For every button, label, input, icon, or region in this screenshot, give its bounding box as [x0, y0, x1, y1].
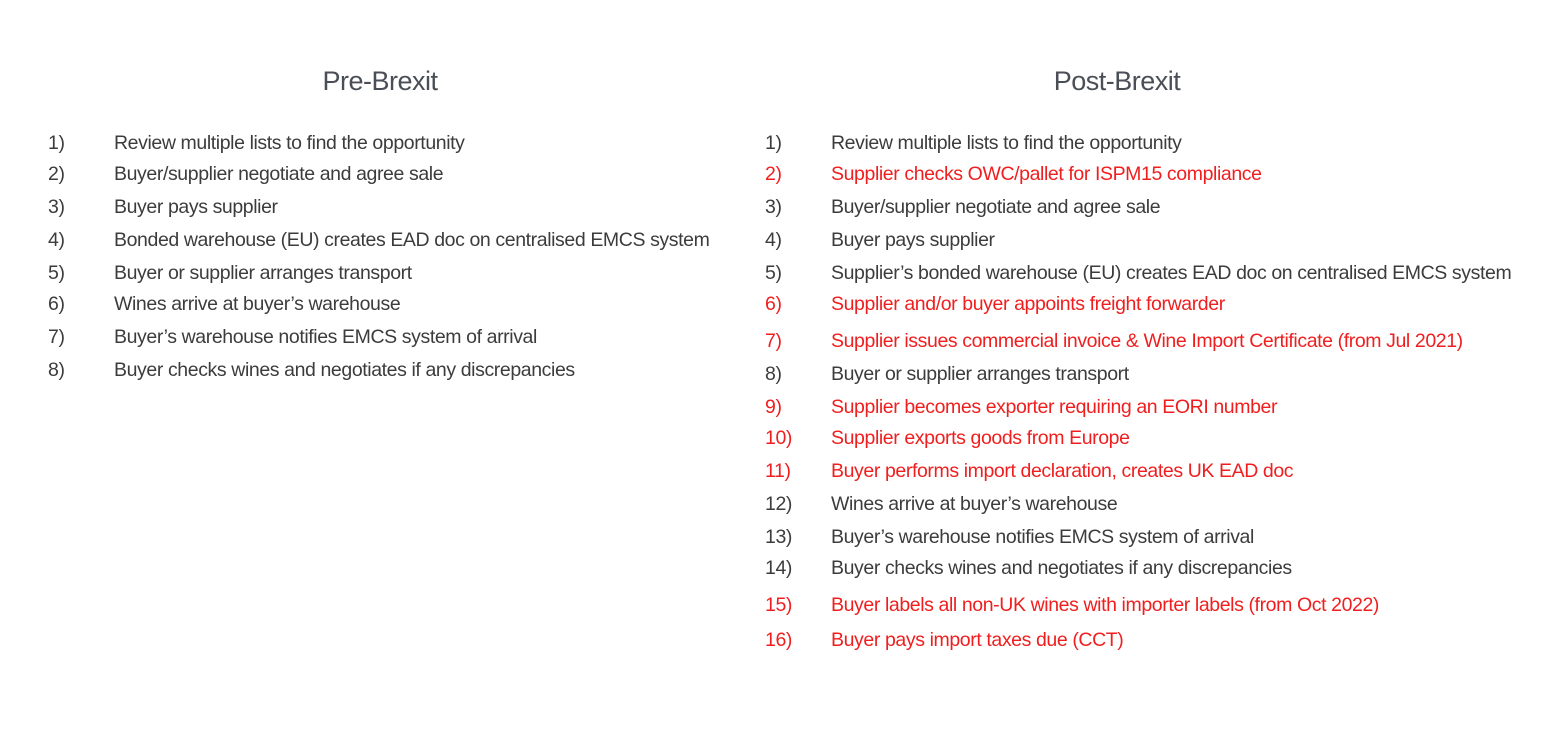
step-number: 16): [765, 629, 792, 651]
step-text: Bonded warehouse (EU) creates EAD doc on centralised EMCS system: [114, 229, 710, 251]
step-number: 5): [48, 262, 65, 284]
step-number: 2): [765, 163, 782, 185]
post-brexit-list-item: [765, 395, 1277, 419]
step-text: Buyer pays import taxes due (CCT): [831, 629, 1124, 651]
post-brexit-list-item: [765, 362, 1129, 386]
step-number: 5): [765, 262, 782, 284]
step-text: Supplier and/or buyer appoints freight forwarder: [831, 293, 1225, 315]
step-text: Wines arrive at buyer’s warehouse: [831, 493, 1118, 515]
step-number: 11): [765, 460, 791, 482]
step-number: 1): [48, 132, 65, 154]
step-number: 12): [765, 493, 792, 515]
step-number: 7): [765, 330, 782, 352]
post-brexit-list-item: [765, 492, 1117, 516]
step-number: 10): [765, 427, 792, 449]
step-text: Buyer checks wines and negotiates if any discrepancies: [831, 557, 1292, 579]
step-text: Buyer/supplier negotiate and agree sale: [831, 196, 1161, 218]
post-brexit-list-item: [765, 628, 1123, 652]
step-number: 4): [765, 229, 782, 251]
post-brexit-list-item: [765, 556, 1292, 580]
post-brexit-list-item: [765, 162, 1262, 186]
step-text: Buyer or supplier arranges transport: [831, 363, 1129, 385]
step-text: Supplier issues commercial invoice & Wine Import Certificate (from Jul 2021): [831, 330, 1463, 352]
step-text: Supplier’s bonded warehouse (EU) creates EAD doc on centralised EMCS system: [831, 262, 1512, 284]
pre-brexit-list-item: [48, 131, 465, 155]
post-brexit-list-item: [765, 329, 1463, 353]
step-number: 8): [765, 363, 782, 385]
pre-brexit-list-item: [48, 292, 400, 316]
step-text: Buyer pays supplier: [831, 229, 995, 251]
step-text: Buyer’s warehouse notifies EMCS system of arrival: [831, 526, 1254, 548]
pre-brexit-list-item: [48, 358, 575, 382]
post-brexit-list-item: [765, 131, 1182, 155]
step-text: Buyer or supplier arranges transport: [114, 262, 412, 284]
post-brexit-list-item: [765, 525, 1254, 549]
post-brexit-list-item: [765, 261, 1511, 285]
step-text: Buyer/supplier negotiate and agree sale: [114, 163, 444, 185]
post-brexit-list-item: [765, 195, 1160, 219]
post-brexit-list-item: [765, 426, 1130, 450]
step-text: Buyer performs import declaration, creates UK EAD doc: [831, 460, 1294, 482]
step-number: 4): [48, 229, 65, 251]
step-number: 14): [765, 557, 792, 579]
step-text: Supplier exports goods from Europe: [831, 427, 1130, 449]
step-text: Buyer’s warehouse notifies EMCS system of arrival: [114, 326, 537, 348]
pre-brexit-title: Pre-Brexit: [322, 66, 438, 96]
step-number: 3): [765, 196, 782, 218]
pre-brexit-list-item: [48, 228, 709, 252]
pre-brexit-list-item: [48, 261, 412, 285]
post-brexit-list-item: [765, 459, 1293, 483]
step-text: Supplier becomes exporter requiring an EORI number: [831, 396, 1278, 418]
step-number: 15): [765, 594, 792, 616]
post-brexit-list-item: [765, 593, 1379, 617]
step-text: Wines arrive at buyer’s warehouse: [114, 293, 401, 315]
step-number: 8): [48, 359, 65, 381]
step-text: Review multiple lists to find the opportunity: [114, 132, 465, 154]
step-number: 6): [765, 293, 782, 315]
pre-brexit-list-item: [48, 162, 443, 186]
step-number: 6): [48, 293, 65, 315]
step-text: Review multiple lists to find the opportunity: [831, 132, 1182, 154]
pre-brexit-list-item: [48, 325, 537, 349]
step-text: Buyer labels all non-UK wines with importer labels (from Oct 2022): [831, 594, 1379, 616]
step-number: 2): [48, 163, 65, 185]
step-number: 1): [765, 132, 782, 154]
step-number: 13): [765, 526, 792, 548]
step-number: 9): [765, 396, 782, 418]
step-text: Supplier checks OWC/pallet for ISPM15 compliance: [831, 163, 1262, 185]
post-brexit-title: Post-Brexit: [1053, 66, 1181, 96]
post-brexit-list-item: [765, 292, 1225, 316]
post-brexit-list-item: [765, 228, 995, 252]
step-number: 7): [48, 326, 65, 348]
pre-brexit-list-item: [48, 195, 278, 219]
step-text: Buyer pays supplier: [114, 196, 278, 218]
step-text: Buyer checks wines and negotiates if any discrepancies: [114, 359, 575, 381]
step-number: 3): [48, 196, 65, 218]
